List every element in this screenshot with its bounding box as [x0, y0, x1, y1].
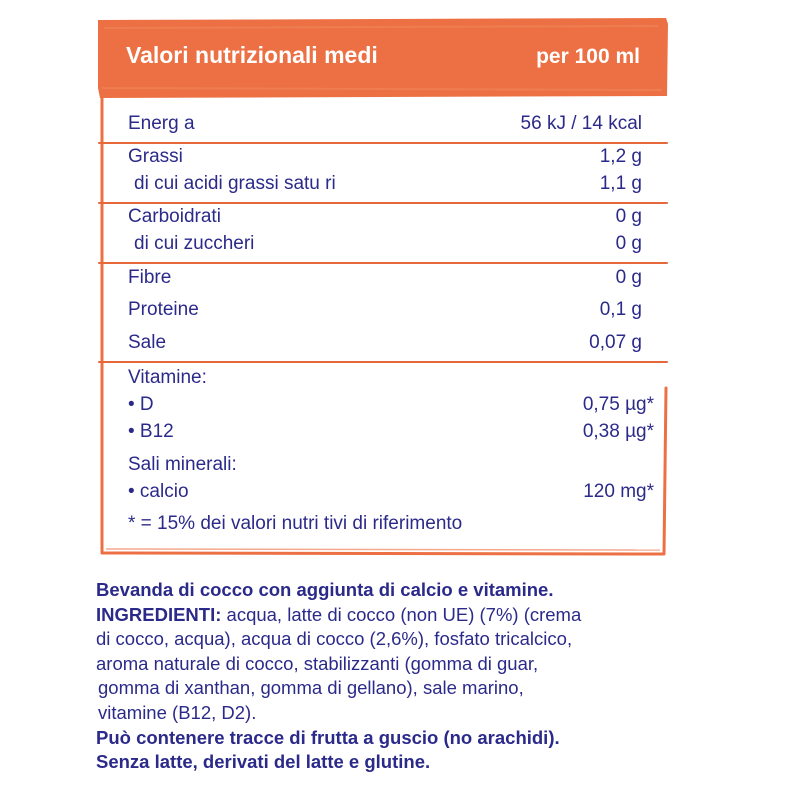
energy-label: Energ a — [128, 113, 195, 134]
sugars-label: di cui zuccheri — [134, 233, 255, 254]
allergen-note: Può contenere tracce di frutta a guscio (no arachidi). — [96, 726, 560, 748]
row-fat — [128, 146, 642, 172]
salt-value: 0,07 g — [589, 332, 642, 353]
ingredients-line-1 — [96, 603, 696, 628]
product-info — [96, 578, 696, 775]
vitamins-heading-row — [128, 367, 642, 393]
vitamin-b12-value: 0,38 µg* — [582, 421, 654, 442]
ingredients-label: INGREDIENTI: — [96, 603, 222, 625]
free-from-note: Senza latte, derivati del latte e glutine. — [96, 751, 431, 773]
fibre-label: Fibre — [128, 267, 172, 288]
energy-value: 56 kJ / 14 kcal — [520, 113, 642, 134]
row-salt — [128, 332, 642, 358]
saturated-label: di cui acidi grassi satu ri — [134, 173, 336, 194]
footnote-row — [128, 513, 642, 539]
carbs-label: Carboidrati — [128, 206, 221, 227]
ingredients-text: acqua, latte di cocco (non UE) (7%) (crema — [221, 603, 582, 625]
row-carbs — [128, 206, 642, 232]
row-vitamin-d — [128, 394, 654, 420]
fat-value: 1,2 g — [599, 146, 642, 167]
product-description: Bevanda di cocco con aggiunta di calcio e vitamine. — [96, 579, 554, 600]
vitamins-heading: Vitamine: — [128, 367, 207, 388]
row-vitamin-b12 — [128, 421, 654, 447]
row-protein — [128, 299, 642, 325]
fat-label: Grassi — [128, 146, 183, 167]
ingredients-line-4: gomma di xanthan, gomma di gellano), sale marino, — [98, 677, 524, 699]
table-unit: per 100 ml — [536, 45, 640, 68]
ingredients-line-5: vitamine (B12, D2). — [98, 701, 257, 723]
carbs-value: 0 g — [615, 206, 642, 227]
row-fibre — [128, 267, 642, 293]
table-title: Valori nutrizionali medi — [126, 42, 378, 68]
vitamin-d-label: • D — [128, 394, 154, 415]
divider — [98, 202, 668, 204]
divider — [98, 262, 668, 264]
protein-value: 0,1 g — [599, 299, 642, 320]
vitamin-b12-label: • B12 — [128, 421, 174, 442]
minerals-heading: Sali minerali: — [128, 454, 237, 475]
row-energy — [128, 113, 642, 139]
vitamin-d-value: 0,75 µg* — [582, 394, 654, 415]
row-calcium — [128, 481, 654, 507]
calcium-label: • calcio — [128, 481, 189, 502]
saturated-value: 1,1 g — [599, 173, 642, 194]
row-sugars — [128, 233, 642, 259]
ingredients-line-3: aroma naturale di cocco, stabilizzanti (gomma di guar, — [96, 652, 539, 674]
calcium-value: 120 mg* — [583, 481, 654, 502]
row-saturated — [128, 173, 642, 199]
footnote: * = 15% dei valori nutri tivi di riferimento — [128, 513, 463, 534]
divider — [98, 361, 668, 363]
sugars-value: 0 g — [615, 233, 642, 254]
minerals-heading-row — [128, 454, 642, 480]
divider — [98, 142, 668, 144]
fibre-value: 0 g — [615, 267, 642, 288]
ingredients-line-2: di cocco, acqua), acqua di cocco (2,6%), fosfato tricalcico, — [96, 628, 573, 650]
protein-label: Proteine — [128, 299, 199, 320]
nutrition-panel — [98, 18, 668, 556]
salt-label: Sale — [128, 332, 167, 353]
